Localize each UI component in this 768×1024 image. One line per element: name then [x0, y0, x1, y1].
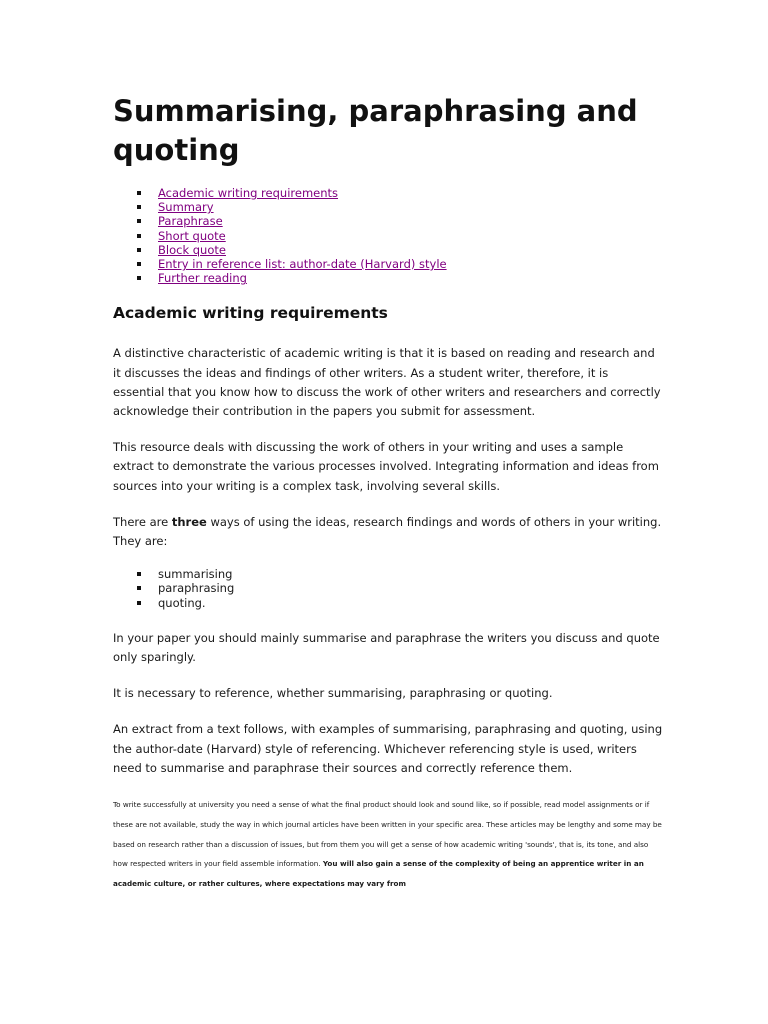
- toc-item: [137, 186, 663, 200]
- list-item: summarising: [137, 567, 663, 581]
- page-title: Summarising, paraphrasing and quoting: [113, 94, 638, 167]
- table-of-contents: [113, 186, 663, 285]
- toc-item: [137, 243, 663, 257]
- toc-item: [137, 271, 663, 285]
- toc-link-reference-list[interactable]: Entry in reference list: author-date (Harvard) style: [158, 257, 447, 272]
- toc-item: [137, 200, 663, 214]
- ways-list: [113, 567, 663, 610]
- toc-link-academic-writing-requirements[interactable]: Academic writing requirements: [158, 186, 339, 200]
- paragraph-3-end: ways of using the ideas, research findings and words of others in your writing. They are:: [113, 514, 662, 549]
- paragraph-2: This resource deals with discussing the work of others in your writing and uses a sample extract to demonstrate the various processes involved. Integrating information and ideas from sources into your writing is a complex task, involving several skills.: [113, 440, 659, 493]
- toc-link-short-quote[interactable]: Short quote: [158, 228, 226, 243]
- paragraph-3-emphasis: three: [171, 514, 207, 529]
- document-page: [113, 92, 663, 894]
- toc-item: [137, 214, 663, 228]
- paragraph-5: It is necessary to reference, whether summarising, paraphrasing or quoting.: [113, 686, 553, 701]
- toc-link-summary[interactable]: Summary: [158, 200, 214, 215]
- section-heading: Academic writing requirements: [113, 304, 388, 323]
- toc-link-block-quote[interactable]: Block quote: [158, 242, 226, 257]
- paragraph-3: [113, 513, 663, 551]
- toc-link-further-reading[interactable]: Further reading: [158, 271, 247, 286]
- toc-item: [137, 257, 663, 271]
- list-item: paraphrasing: [137, 581, 663, 595]
- toc-item: [137, 229, 663, 243]
- toc-link-paraphrase[interactable]: Paraphrase: [158, 214, 223, 229]
- extract-text: To write successfully at university you need a sense of what the final product should look and sound like, so if possible, read model assignments or if these are not available, study the way in which journal articles have been written in your specific area. These articles may be lengthy and some may be based on research rather than a discussion of issues, but from them you will get a sense of how academic writing 'sounds', that is, its tone, and also how respected writers in your field assemble information.: [113, 800, 662, 869]
- paragraph-1: A distinctive characteristic of academic writing is that it is based on reading and research and it discusses the ideas and findings of other writers. As a student writer, therefore, it is essential that you know how to discuss the work of other writers and researchers and correctly acknowledge their contribution in the papers you submit for assessment.: [113, 346, 661, 419]
- paragraph-6: An extract from a text follows, with examples of summarising, paraphrasing and quoting, using the author-date (Harvard) style of referencing. Whichever referencing style is used, writers need to summarise and paraphrase their sources and correctly reference them.: [113, 722, 663, 775]
- paragraph-4: In your paper you should mainly summarise and paraphrase the writers you discuss and quote only sparingly.: [113, 630, 660, 665]
- sample-extract: [113, 795, 663, 894]
- extract-bold-text: You will also gain a sense of the complexity of being an apprentice writer in an academic culture, or rather cultures, where expectations may vary from: [113, 859, 644, 889]
- list-item: quoting.: [137, 596, 663, 610]
- paragraph-3-start: There are: [113, 514, 172, 529]
